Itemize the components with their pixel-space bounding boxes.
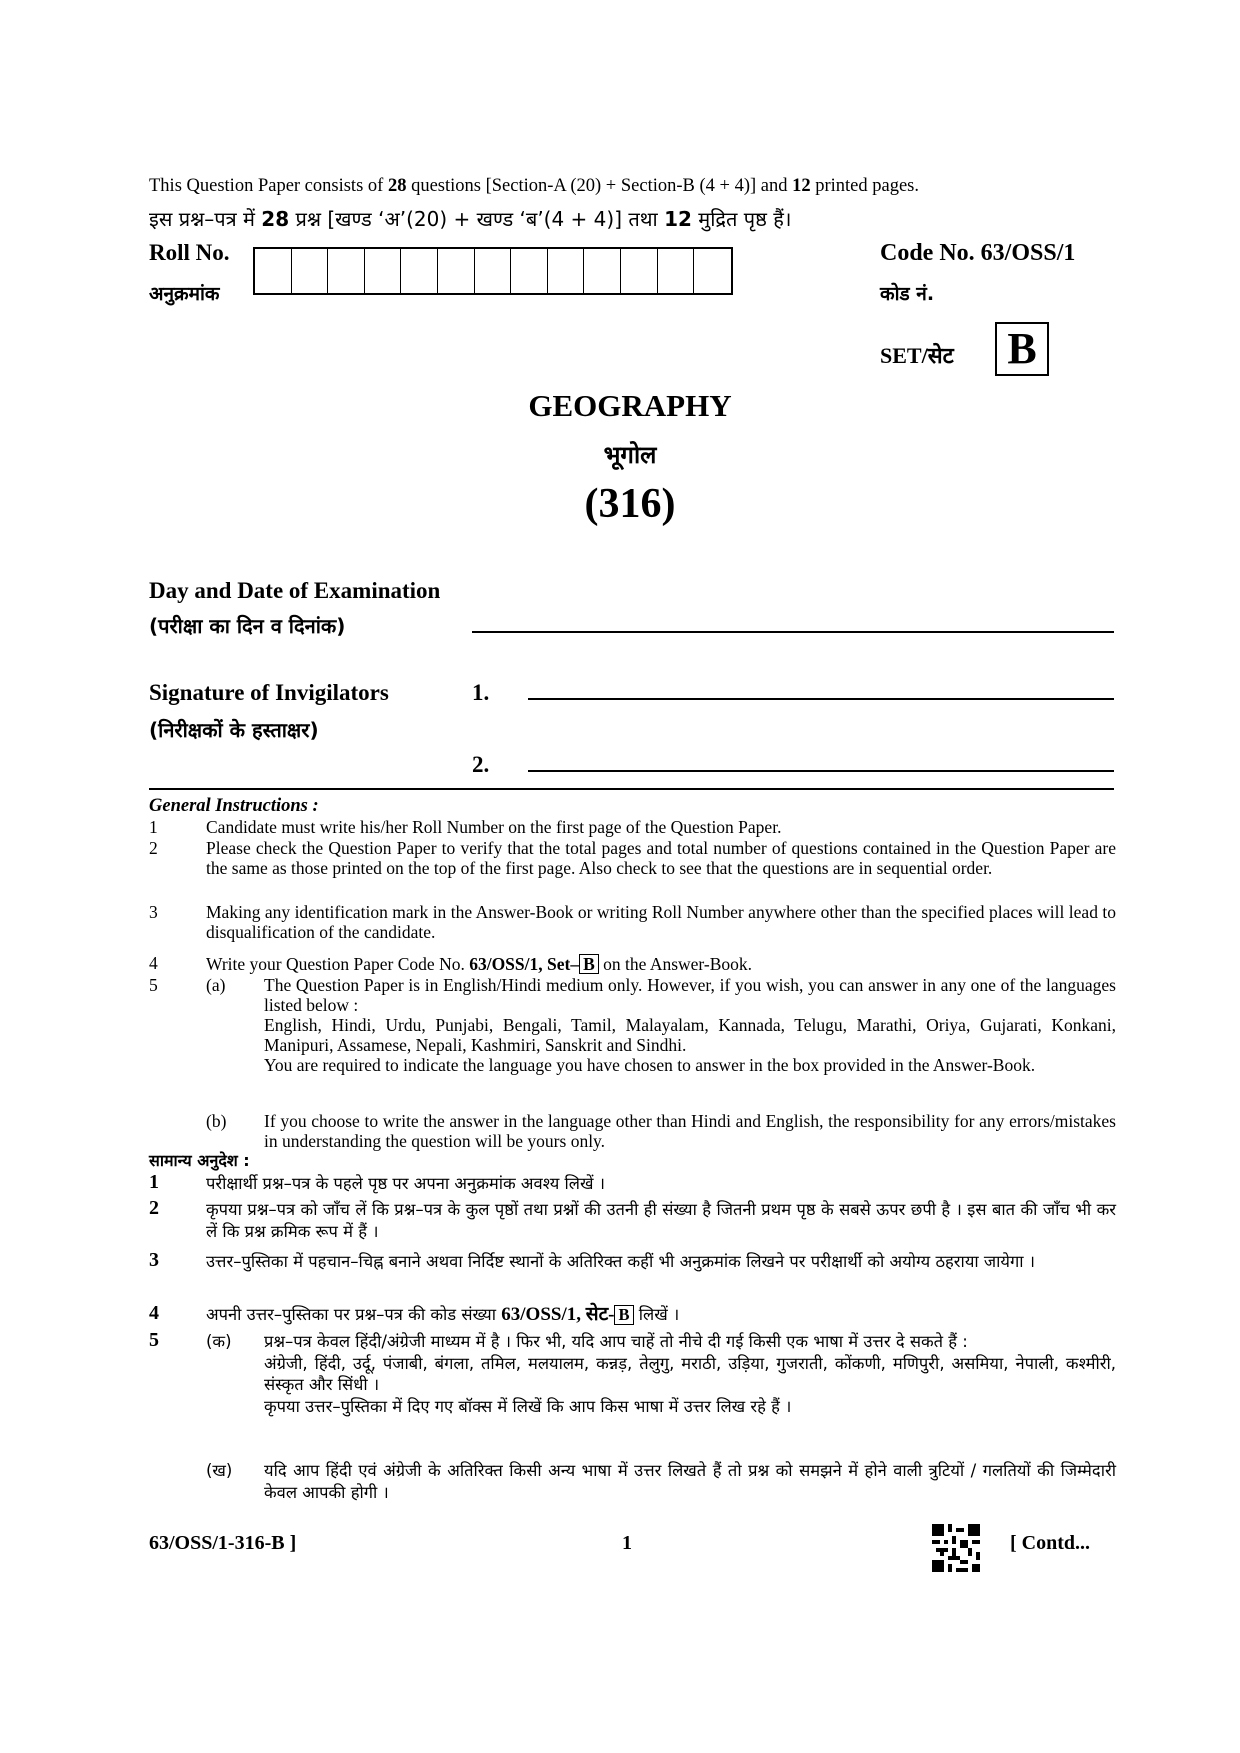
invigilator-1-number: 1. <box>472 680 490 705</box>
qr-code-icon <box>932 1524 980 1572</box>
invigilator-signature-label: Signature of Invigilators <box>149 680 389 705</box>
header-line-en: This Question Paper consists of 28 questions [Section-A (20) + Section-B (4 + 4)] and 12 printed pages. <box>149 176 920 196</box>
exam-date-label-hi: (परीक्षा का दिन व दिनांक) <box>149 614 346 638</box>
exam-date-label: Day and Date of Examination <box>149 578 441 603</box>
instructions-en: 1 Candidate must write his/her Roll Number on the first page of the Question Paper. 2 Please check the Question Paper to verify that the total pages and total number of questions contained in the Question Paper are the same as those printed on the top of the first page. Also check to see that the questions are in sequential order. 3 Making any identification mark in the Answer-Book or writing Roll Number anywhere other than the specified places will lead to disqualification of the candidate. 4 Write your Question Paper Code No. 63/OSS/1, Set– B on the Answer-Book. 5 (a) The Question Paper is in English/Hindi medium only. However, if you wish, you can answer in any one of the languages listed below : English, Hindi, Urdu, Punjabi, Bengali, Tamil, Malayalam, Kannada, Telugu, Marathi, Oriya, Gujarati, Konkani, Manipuri, Assamese, Nepali, Kashmiri, Sanskrit and Sindhi. You are required to indicate the language you have chosen to answer in the box provided in the Answer-Book. (b) If you choose to write the answer in the language other than Hindi and English, the responsibility for any errors/mistakes in understanding the question will be yours only. <box>149 817 1116 1151</box>
header-line-hi: इस प्रश्न–पत्र में 28 प्रश्न [खण्ड ‘अ’(20) + खण्ड ‘ब’(4 + 4)] तथा 12 मुद्रित पृष्ठ हैं। <box>149 207 792 231</box>
instruction-3-hi: उत्तर–पुस्तिका में पहचान–चिह्न बनाने अथवा निर्दिष्ट स्थानों के अतिरिक्त कहीं भी अनुक्रमांक लिखने पर परीक्षार्थी को अयोग्य ठहराया जायेगा । <box>206 1252 1036 1271</box>
general-instructions-heading: General Instructions : <box>149 796 319 816</box>
set-label: SET/सेट <box>880 343 954 368</box>
invigilator-2-number: 2. <box>472 752 490 777</box>
instruction-5a-hi: प्रश्न–पत्र केवल हिंदी/अंग्रेजी माध्यम में है । फिर भी, यदि आप चाहें तो नीचे दी गई किसी एक भाषा में उत्तर दे सकते हैं : अंग्रेजी, हिंदी, उर्दू, पंजाबी, बंगला, तमिल, मलयालम, कन्नड़, तेलुगु, मराठी, उड़िया, गुजराती, कोंकणी, मणिपुरी, असमिया, नेपाली, कश्मीरी, संस्कृत और सिंधी । कृपया उत्तर–पुस्तिका में दिए गए बॉक्स में लिखें कि आप किस भाषा में उत्तर लिख रहे हैं । <box>264 1332 1116 1416</box>
subject-code: (316) <box>584 481 676 527</box>
set-box: B <box>995 322 1049 376</box>
instruction-5b-hi: यदि आप हिंदी एवं अंग्रेजी के अतिरिक्त किसी अन्य भाषा में उत्तर लिखते हैं तो प्रश्न को समझने में होने वाली त्रुटियों / गलतियों की जिम्मेदारी केवल आपकी होगी । <box>264 1461 1116 1502</box>
invigilator-signature-label-hi: (निरीक्षकों के हस्ताक्षर) <box>149 718 319 742</box>
instruction-1-hi: परीक्षार्थी प्रश्न–पत्र के पहले पृष्ठ पर अपना अनुक्रमांक अवश्य लिखें । <box>206 1174 605 1193</box>
instruction-2-en: Please check the Question Paper to verify that the total pages and total number of questions contained in the Question Paper are the same as those printed on the top of the first page. Also check to see that the questions are in sequential order. <box>206 838 1116 878</box>
instruction-4-en: Write your Question Paper Code No. 63/OSS/1, Set– B on the Answer-Book. <box>206 954 753 974</box>
instruction-4-hi: अपनी उत्तर–पुस्तिका पर प्रश्न–पत्र की कोड संख्या 63/OSS/1, सेट- B लिखें । <box>206 1304 680 1325</box>
roll-number-label: Roll No. <box>149 240 230 265</box>
code-number-label: Code No. 63/OSS/1 <box>880 240 1076 266</box>
set-inline-box-hi: B <box>614 1305 633 1325</box>
subject-title: GEOGRAPHY <box>528 388 732 423</box>
page-number: 1 <box>622 1532 632 1554</box>
instruction-5a-en: The Question Paper is in English/Hindi medium only. However, if you wish, you can answer in any one of the languages listed below : English, Hindi, Urdu, Punjabi, Bengali, Tamil, Malayalam, Kannada, Telugu, Marathi, Oriya, Gujarati, Konkani, Manipuri, Assamese, Nepali, Kashmiri, Sanskrit and Sindhi. You are required to indicate the language you have chosen to answer in the box provided in the Answer-Book. <box>264 975 1116 1075</box>
instruction-5b-en: If you choose to write the answer in the language other than Hindi and English, the responsibility for any errors/mistakes in understanding the question will be yours only. <box>264 1111 1116 1151</box>
instruction-2-hi: कृपया प्रश्न–पत्र को जाँच लें कि प्रश्न–पत्र के कुल पृष्ठों तथा प्रश्नों की उतनी ही संख्या है जितनी प्रथम पृष्ठ के सबसे ऊपर छपी है । इस बात की जाँच भी कर लें कि प्रश्न क्रमिक रूप में हैं । <box>206 1200 1116 1241</box>
roll-number-label-hi: अनुक्रमांक <box>149 283 220 305</box>
footer-paper-code: 63/OSS/1-316-B ] <box>149 1532 297 1554</box>
instruction-3-en: Making any identification mark in the Answer-Book or writing Roll Number anywhere other than the specified places will lead to disqualification of the candidate. <box>206 902 1116 942</box>
set-inline-box: B <box>579 954 599 974</box>
continued-label: [ Contd... <box>1010 1532 1091 1554</box>
instructions-hi: सामान्य अनुदेश : 1 परीक्षार्थी प्रश्न–पत्र के पहले पृष्ठ पर अपना अनुक्रमांक अवश्य लिखें । 2 कृपया प्रश्न–पत्र को जाँच लें कि प्रश्न–पत्र के कुल पृष्ठों तथा प्रश्नों की उतनी ही संख्या है जितनी प्रथम पृष्ठ के सबसे ऊपर छपी है । इस बात की जाँच भी कर लें कि प्रश्न क्रमिक रूप में हैं । 3 उत्तर–पुस्तिका में पहचान–चिह्न बनाने अथवा निर्दिष्ट स्थानों के अतिरिक्त कहीं भी अनुक्रमांक लिखने पर परीक्षार्थी को अयोग्य ठहराया जायेगा । 4 अपनी उत्तर–पुस्तिका पर प्रश्न–पत्र की कोड संख्या 63/OSS/1, सेट- B लिखें । 5 (क) प्रश्न–पत्र केवल हिंदी/अंग्रेजी माध्यम में है । फिर भी, यदि आप चाहें तो नीचे दी गई किसी एक भाषा में उत्तर दे सकते हैं : अंग्रेजी, हिंदी, उर्दू, पंजाबी, बंगला, तमिल, मलयालम, कन्नड़, तेलुगु, मराठी, उड़िया, गुजराती, कोंकणी, मणिपुरी, असमिया, नेपाली, कश्मीरी, संस्कृत और सिंधी । कृपया उत्तर–पुस्तिका में दिए गए बॉक्स में लिखें कि आप किस भाषा में उत्तर लिख रहे हैं । (ख) यदि आप हिंदी एवं अंग्रेजी के अतिरिक्त किसी अन्य भाषा में उत्तर लिखते हैं तो प्रश्न को समझने में होने वाली त्रुटियों / गलतियों की जिम्मेदारी केवल आपकी होगी । <box>149 1151 1116 1502</box>
subject-title-hi: भूगोल <box>603 441 657 469</box>
code-number-label-hi: कोड नं. <box>880 283 935 305</box>
general-instructions-heading-hi: सामान्य अनुदेश : <box>149 1151 250 1170</box>
instruction-1-en: Candidate must write his/her Roll Number on the first page of the Question Paper. <box>206 817 782 837</box>
